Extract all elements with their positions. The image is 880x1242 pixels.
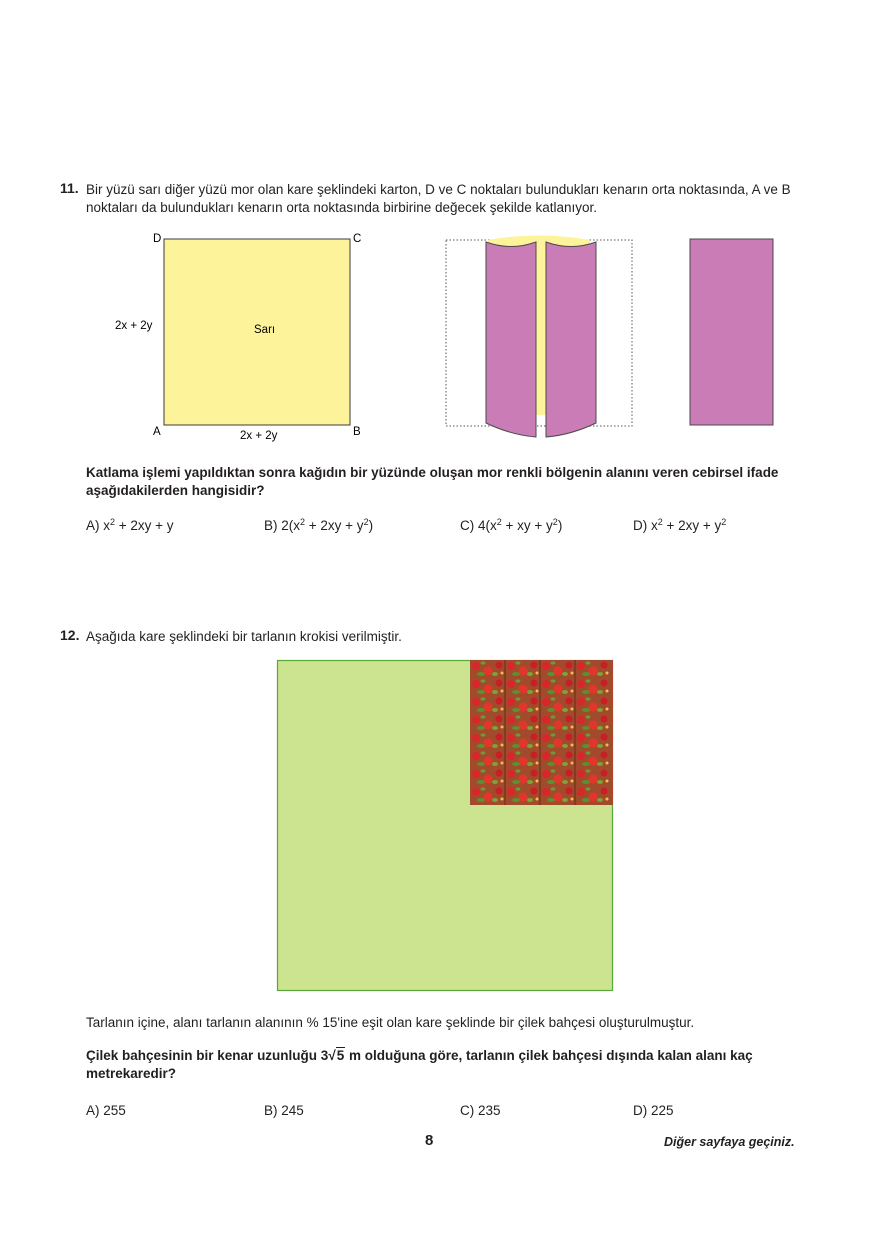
q12-question: Çilek bahçesinin bir kenar uzunluğu 3√5 m olduğuna göre, tarlanın çilek bahçesi dışında kalan alanı kaç metrekaredir? xyxy=(86,1048,753,1081)
corner-c: C xyxy=(353,233,362,245)
corner-a: A xyxy=(153,426,161,438)
next-page-note: Diğer sayfaya geçiniz. xyxy=(664,1135,795,1149)
left-purple-flap xyxy=(486,242,536,437)
q12-info: Tarlanın içine, alanı tarlanın alanının % 15'ine eşit olan kare şeklinde bir çilek bahçesi oluşturulmuştur. xyxy=(86,1015,695,1030)
q12-figure xyxy=(0,655,880,1000)
q12-option-c[interactable]: C) 235 xyxy=(460,1103,501,1118)
q11-option-d[interactable]: D) $x^2 + 2xy + y^2$ xyxy=(633,517,727,533)
q12-number: 12. xyxy=(60,627,80,643)
q11-option-a[interactable]: A) $x^2 + 2xy + y$ xyxy=(86,517,174,533)
q11-question: Katlama işlemi yapıldıktan sonra kağıdın bir yüzünde oluşan mor renkli bölgenin alanını veren cebirsel ifade aşağıdakilerden hangisidir? xyxy=(86,465,779,498)
left-side-label: 2x + 2y xyxy=(115,320,153,332)
sqrt-icon: √5 xyxy=(328,1048,345,1063)
page-number: 8 xyxy=(425,1132,434,1149)
bottom-side-label: 2x + 2y xyxy=(240,430,278,442)
q11-figure xyxy=(0,225,880,450)
q11-number: 11. xyxy=(60,180,79,196)
strawberry-garden xyxy=(470,660,613,805)
q12-option-b[interactable]: B) 245 xyxy=(264,1103,304,1118)
q11-option-c[interactable]: C) $4(x^2$ + xy + $y^2$) xyxy=(460,517,563,533)
corner-d: D xyxy=(153,233,162,245)
q12-option-a[interactable]: A) 255 xyxy=(86,1103,126,1118)
q11-option-b[interactable]: B) $2(x^2 + 2xy + y^2)$ xyxy=(264,517,374,533)
right-purple-flap xyxy=(546,242,596,437)
folded-purple-rect xyxy=(690,239,773,425)
q12-intro: Aşağıda kare şeklindeki bir tarlanın krokisi verilmiştir. xyxy=(86,629,402,644)
q12-option-d[interactable]: D) 225 xyxy=(633,1103,674,1118)
corner-b: B xyxy=(353,426,361,438)
sari-label: Sarı xyxy=(254,324,276,336)
q11-text: Bir yüzü sarı diğer yüzü mor olan kare şeklindeki karton, D ve C noktaları bulundukları kenarın orta noktasında, A ve B noktaları da bulundukları kenarın orta noktasında birbirine değecek şekilde katlanıyor. xyxy=(86,182,791,215)
